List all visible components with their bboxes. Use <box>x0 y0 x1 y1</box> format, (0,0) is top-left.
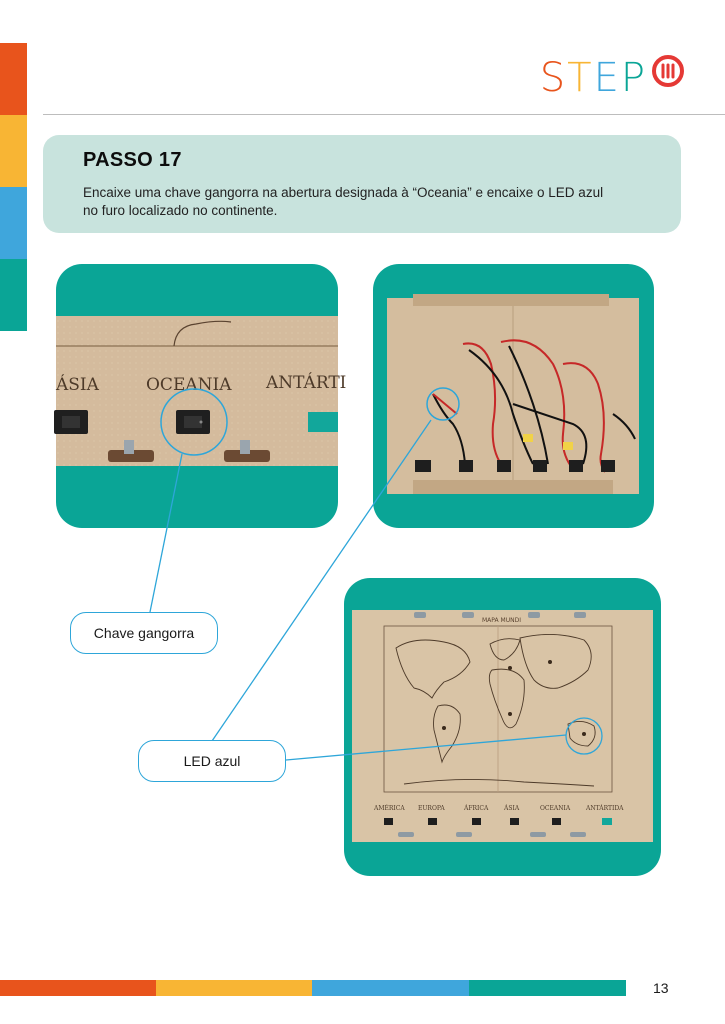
closeup-label-oceania: OCEANIA <box>146 375 232 395</box>
strip-teal <box>0 259 27 331</box>
header-divider <box>43 114 725 115</box>
callout-chave-gangorra <box>70 612 218 654</box>
step-text-line-2: no furo localizado no continente. <box>83 203 278 218</box>
callout-chave-gangorra-label: Chave gangorra <box>93 625 195 641</box>
logo-letter-p: P <box>620 55 647 101</box>
side-color-strip <box>0 43 27 331</box>
photo-wiring-back <box>373 264 654 528</box>
map-label-africa: ÁFRICA <box>464 805 489 812</box>
step-text-line-1: Encaixe uma chave gangorra na abertura designada à “Oceania” e encaixe o LED azul <box>83 185 604 200</box>
strip-orange <box>0 43 27 115</box>
logo-letter-t: T <box>567 55 594 101</box>
callout-led-azul-label: LED azul <box>183 753 241 769</box>
footer-bar-teal <box>469 980 626 996</box>
photo-world-map <box>344 578 661 876</box>
map-label-antartida: ANTÁRTIDA <box>586 805 624 812</box>
map-label-asia: ÁSIA <box>504 805 520 812</box>
callout-led-azul <box>138 740 286 782</box>
map-label-europa: EUROPA <box>418 805 445 812</box>
map-title: MAPA MUNDI <box>482 617 521 624</box>
logo-badge-icon <box>651 54 685 88</box>
page-number: 13 <box>653 980 669 996</box>
logo-letter-s: S <box>539 55 568 101</box>
closeup-label-asia: ÁSIA <box>56 375 99 395</box>
strip-blue <box>0 187 27 259</box>
strip-yellow <box>0 115 27 187</box>
step-title: PASSO 17 <box>83 149 182 171</box>
footer-bar-blue <box>312 980 469 996</box>
step-text <box>83 184 641 220</box>
photo-switch-closeup <box>56 264 347 528</box>
map-label-oceania: OCEANIA <box>540 805 571 812</box>
map-label-america: AMÉRICA <box>374 805 405 812</box>
footer-bar-yellow <box>156 980 312 996</box>
footer-bar-orange <box>0 980 156 996</box>
closeup-label-antartida: ANTÁRTI <box>266 373 347 393</box>
logo-letter-e: E <box>593 55 621 101</box>
footer-color-bar <box>0 980 626 996</box>
step-logo <box>539 55 685 101</box>
step-instruction-box <box>43 135 681 233</box>
